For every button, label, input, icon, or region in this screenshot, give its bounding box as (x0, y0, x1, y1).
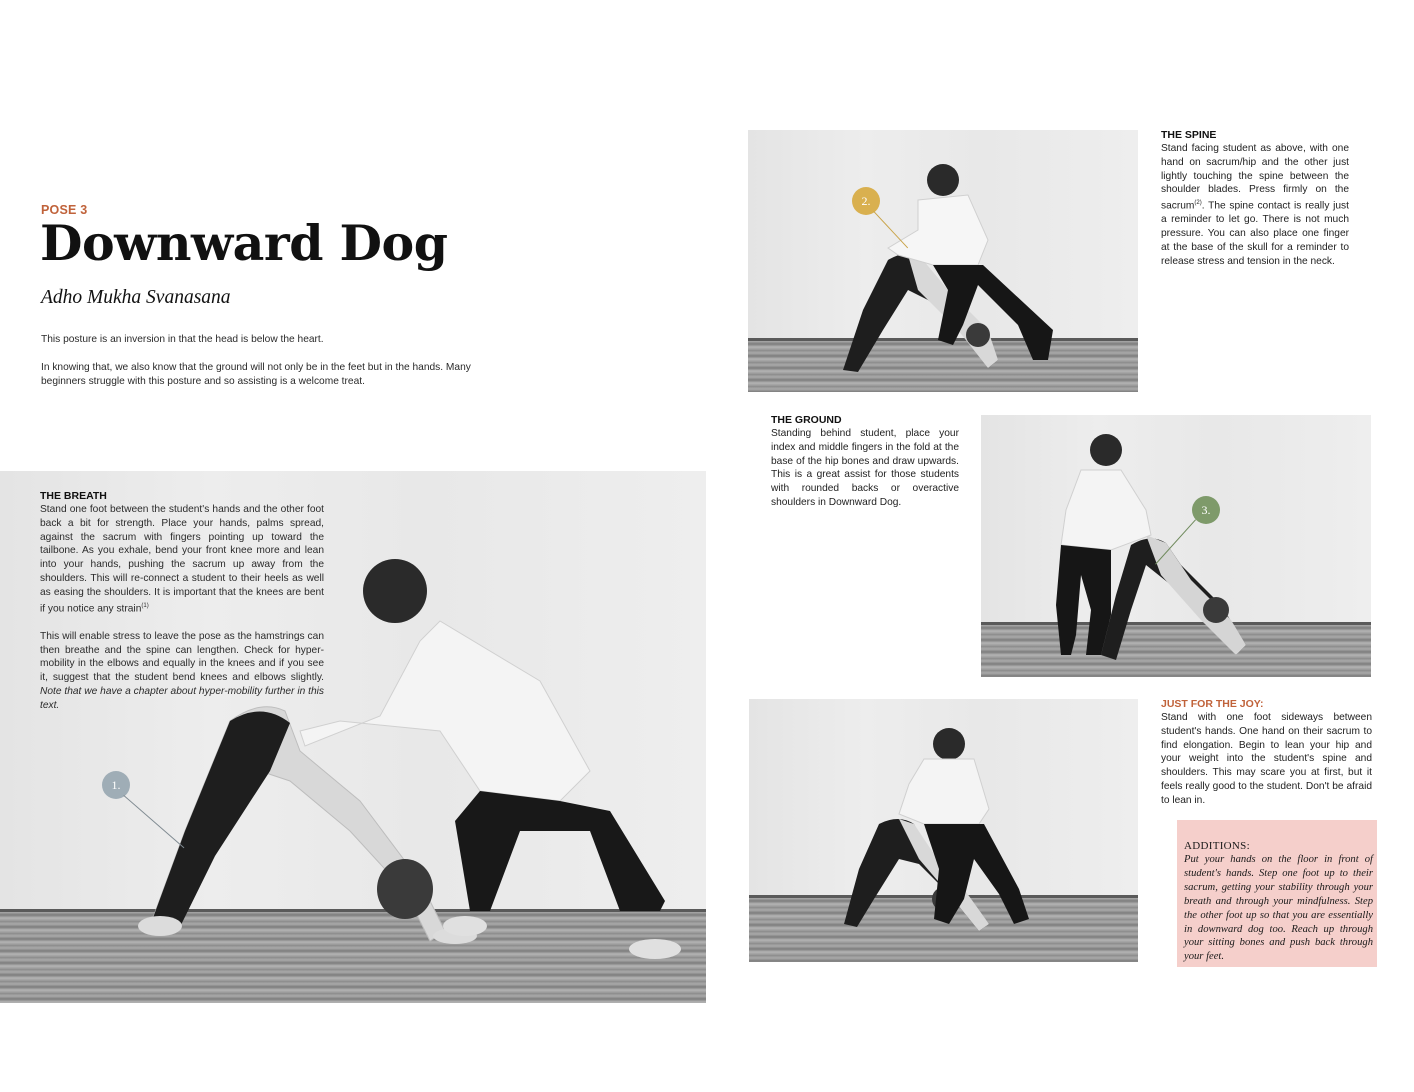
breath-paragraph-2: This will enable stress to leave the pose as the hamstrings can then breathe and the spine can lengthen. Check for hyper-mobility in the elbows and equally in the knees and if you see it, suggest that the student bend knees and elbows slightly. (40, 630, 324, 684)
intro-paragraph: This posture is an inversion in that the head is below the heart. (41, 334, 324, 345)
section-the-breath (40, 490, 324, 713)
figure-silhouettes (981, 415, 1371, 677)
additions-callout (1177, 820, 1377, 967)
spine-text-continued: . The spine contact is really just a reminder to let go. There is not much pressure. You can also place one finger at the base of the skull for a reminder to release stress and tension in the neck. (1161, 200, 1349, 267)
additions-heading: ADDITIONS: (1184, 840, 1250, 852)
section-the-ground (771, 414, 959, 510)
marker-3: 3. (1192, 496, 1220, 524)
photo-spine-assist (748, 130, 1138, 392)
additions-text: Put your hands on the floor in front of student's hands. Step one foot up to their sacrum, getting your stability through your breath and through your mindfulness. Step the other foot up so that you are essentially in downward dog too. Reach up through your sitting bones and push back through your feet. (1184, 854, 1373, 963)
marker-2: 2. (852, 187, 880, 215)
footnote-ref: (2) (1194, 200, 1202, 207)
footnote-ref: (1) (141, 602, 149, 609)
figure-silhouettes (749, 699, 1138, 962)
section-heading: THE SPINE (1161, 129, 1217, 141)
pose-label: POSE 3 (41, 203, 88, 217)
marker-1: 1. (102, 771, 130, 799)
intro-paragraph: In knowing that, we also know that the ground will not only be in the feet but in the hands. Many beginners struggle with this posture and so assisting is a welcome treat. (41, 362, 471, 387)
section-heading: THE BREATH (40, 490, 107, 502)
photo-ground-assist (981, 415, 1371, 677)
section-the-spine (1161, 129, 1349, 269)
breath-paragraph-1: Stand one foot between the student's hands and the other foot back a bit for strength. Place your hands, palms spread, against the sacrum with fingers pointing up toward the tailbone. As you exhale, bend your front knee more and lean into your hands, pushing the sacrum up away from the shoulders. This will re-connect a student to their heels as well as easing the shoulders. It is important that the knees are bent if you notice any strain (40, 504, 324, 614)
sanskrit-subtitle: Adho Mukha Svanasana (41, 287, 231, 308)
section-heading: THE GROUND (771, 414, 842, 426)
section-just-for-the-joy (1161, 698, 1372, 808)
spine-text: Stand facing student as above, with one hand on sacrum/hip and the other just lightly touching the spine between the shoulder blades. Press firmly on the sacrum (1161, 143, 1349, 212)
ground-text: Standing behind student, place your index and middle fingers in the fold at the base of the hip bones and draw upwards. This is a great assist for those students with rounded backs or overactive shoulders in Downward Dog. (771, 428, 959, 508)
page-title: Downward Dog (40, 214, 448, 272)
breath-note: Note that we have a chapter about hyper-mobility further in this text. (40, 685, 324, 711)
section-heading: JUST FOR THE JOY: (1161, 698, 1264, 710)
joy-text: Stand with one foot sideways between student's hands. One hand on their sacrum to find elongation. Begin to lean your hip and your weight into the student's spine and shoulders. This may scare you at first, but it feels really good to the student. Don't be afraid to lean in. (1161, 712, 1372, 806)
photo-joy-assist (749, 699, 1138, 962)
figure-silhouettes (748, 130, 1138, 392)
